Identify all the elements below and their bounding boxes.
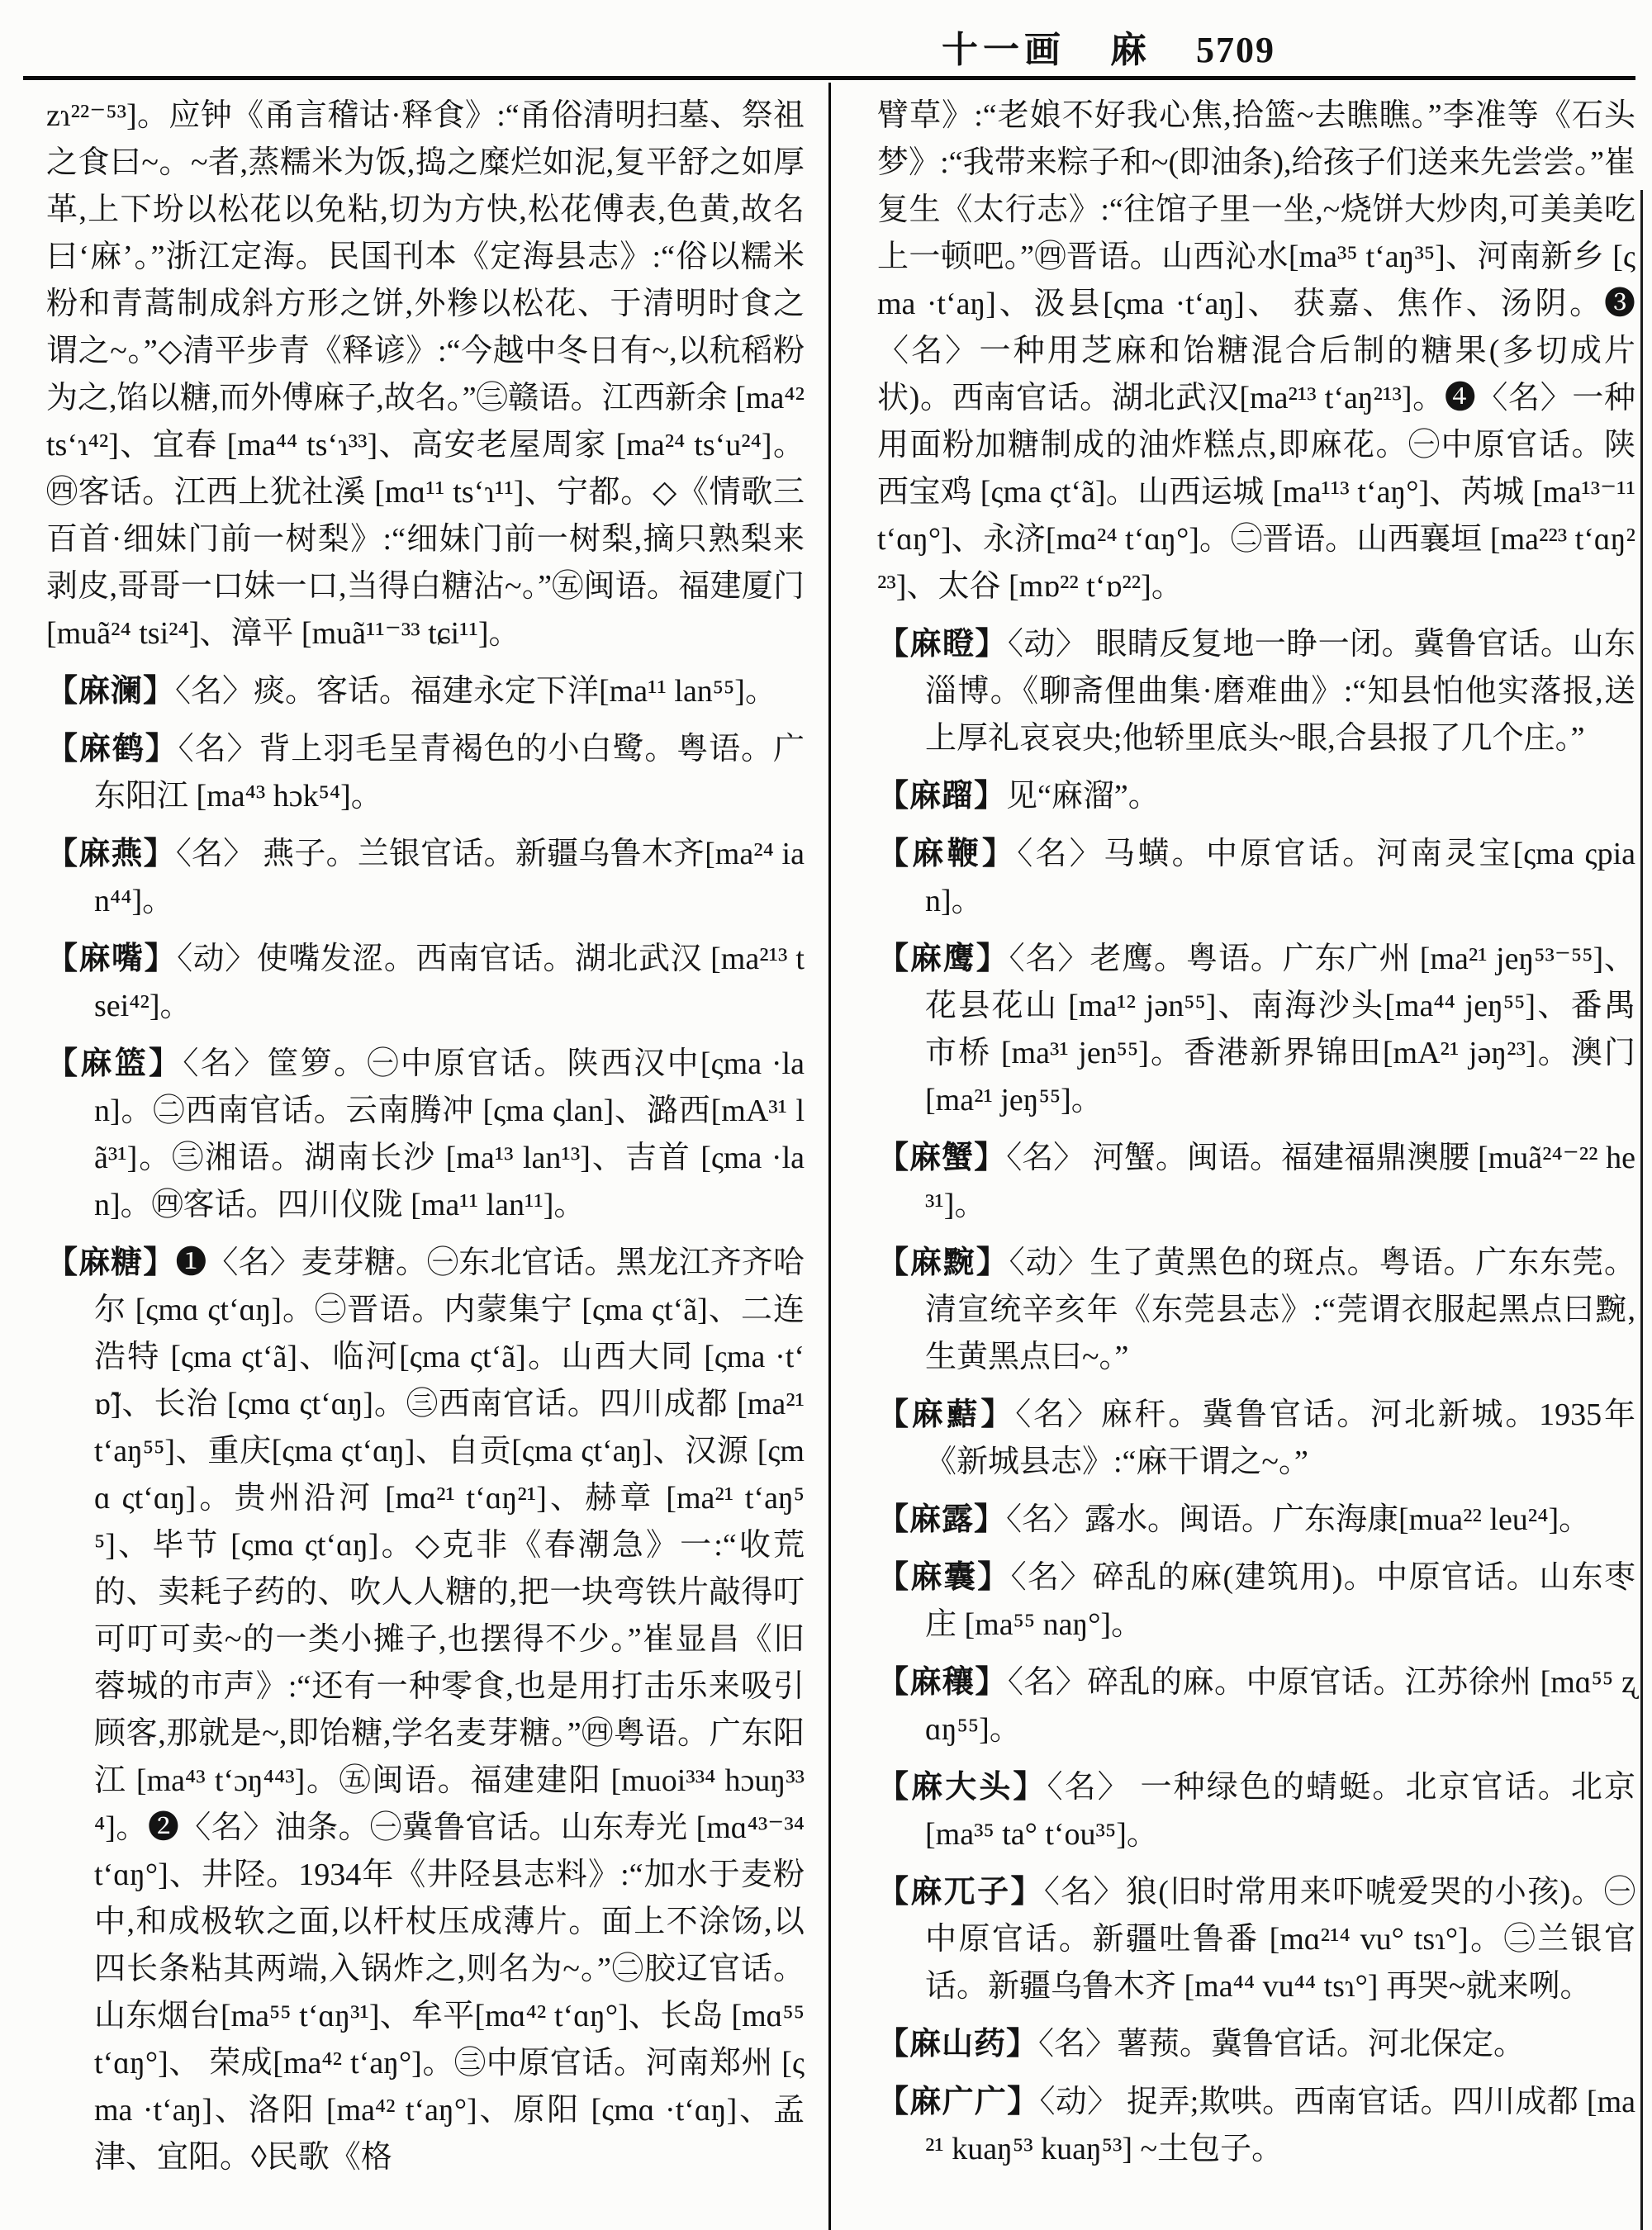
entry-headword: 【麻蹓】 [877, 779, 1007, 814]
header-rule [23, 76, 1635, 80]
dict-entry [46, 1041, 805, 1229]
radical-label: 麻 [1110, 30, 1151, 70]
continuation-paragraph: zɿ²²⁻⁵³]。应钟《甬言稽诂·释食》:“甬俗清明扫墓、祭祖之食曰~。~者,蒸糯米为饭,捣之糜烂如泥,复平舒之如厚革,上下坋以松花以免粘,切为方快,松花傅表,色黄,故名曰‘麻’。”浙江定海。民国刊本《定海县志》:“俗以糯米粉和青蒿制成斜方形之饼,外糁以松花、于清明时食之谓之~。”◇清平步青《释谚》:“今越中冬日有~,以秔稻粉为之,馅以糖,而外傅麻子,故名。”㊂赣语。江西新余 [ma⁴² tsʻɿ⁴²]、宜春 [ma⁴⁴ tsʻɿ³³]、高安老屋周家 [ma²⁴ tsʻu²⁴]。㊃客话。江西上犹社溪 [mɑ¹¹ tsʻɿ¹¹]、宁都。◇《情歌三百首·细妹门前一树梨》:“细妹门前一树梨,摘只熟梨来剥皮,哥哥一口妹一口,当得白糖沾~。”㊄闽语。福建厦门[muã²⁴ tsi²⁴]、漳平 [muã¹¹⁻³³ tɕi¹¹]。 [46, 98, 805, 651]
entry-body: 〈名〉碎乱的麻(建筑用)。中原官话。山东枣庄 [ma⁵⁵ naŋ°]。 [925, 1560, 1635, 1642]
entry-body: 见“麻溜”。 [1006, 779, 1160, 814]
page-edge-rule [1640, 190, 1643, 2230]
entry-headword: 【麻黦】 [877, 1245, 1009, 1280]
entry-headword: 【麻䕸】 [877, 1397, 1016, 1432]
entry-headword: 【麻露】 [877, 1502, 1007, 1537]
entry-body: 〈动〉 眼睛反复地一睁一闭。冀鲁官话。山东淄博。《聊斋俚曲集·磨难曲》:“知县怕他实落报,送上厚礼哀哀央;他轿里底头~眼,合县报了几个庄。” [925, 627, 1635, 756]
entry-headword: 【麻蟹】 [877, 1141, 1007, 1175]
entry-headword: 【麻大头】 [877, 1770, 1047, 1805]
dict-entry [877, 1392, 1635, 1486]
dict-entry [877, 936, 1635, 1124]
left-column [46, 93, 805, 2181]
dict-entry [877, 1869, 1635, 2010]
entry-body: 〈名〉薯蓣。冀鲁官话。河北保定。 [1038, 2027, 1526, 2062]
right-column [877, 93, 1635, 2173]
entry-headword: 【麻穰】 [877, 1665, 1008, 1700]
dict-entry [877, 1554, 1635, 1649]
entry-body: 〈名〉 燕子。兰银官话。新疆乌鲁木齐[ma²⁴ ian⁴⁴]。 [94, 837, 805, 918]
entry-headword: 【麻瞪】 [877, 627, 1008, 662]
entry-headword: 【麻鹤】 [46, 732, 178, 766]
column-divider [828, 83, 831, 2230]
entry-body: 〈名〉露水。闽语。广东海康[mua²² leu²⁴]。 [1006, 1502, 1591, 1537]
page-number: 5709 [1196, 30, 1275, 70]
dict-entry [46, 726, 805, 820]
continuation-paragraph: 臂草》:“老娘不好我心焦,拾篮~去瞧瞧。”李准等《石头梦》:“我带来粽子和~(即油条),给孩子们送来先尝尝。”崔复生《太行志》:“往馆子里一坐,~烧饼大炒肉,可美美吃上一顿吧。”㊃晋语。山西沁水[ma³⁵ tʻaŋ³⁵]、河南新乡 [ςma ·tʻaŋ]、汲县[ςma ·tʻaŋ]、 获嘉、焦作、汤阴。❸〈名〉一种用芝麻和饴糖混合后制的糖果(多切成片状)。西南官话。湖北武汉[ma²¹³ tʻaŋ²¹³]。❹〈名〉一种用面粉加糖制成的油炸糕点,即麻花。㊀中原官话。陕西宝鸡 [ςma ςtʻã]。山西运城 [ma¹¹³ tʻaŋ°]、芮城 [ma¹³⁻¹¹ tʻɑŋ°]、永济[mɑ²⁴ tʻɑŋ°]。㊁晋语。山西襄垣 [ma²²³ tʻɑŋ²²³]、太谷 [mɒ²² tʻɒ²²]。 [877, 98, 1635, 604]
page-header [942, 20, 1635, 73]
entry-body: 〈名〉狼(旧时常用来吓唬爱哭的小孩)。㊀中原官话。新疆吐鲁番 [mɑ²¹⁴ vu° tsɿ°]。㊁兰银官话。新疆乌鲁木齐 [ma⁴⁴ vu⁴⁴ tsɿ°] 再哭~就来咧。 [925, 1875, 1635, 2004]
dict-entry [46, 668, 805, 715]
entry-body: ❶〈名〉麦芽糖。㊀东北官话。黑龙江齐齐哈尔 [ςmɑ ςtʻɑŋ]。㊁晋语。内蒙集宁 [ςma ςtʻã]、二连浩特 [ςma ςtʻã]、临河[ςma ςtʻã]。山西大同 [ςma ·tʻɒ̃]、长治 [ςmɑ ςtʻɑŋ]。㊂西南官话。四川成都 [ma²¹ tʻaŋ⁵⁵]、重庆[ςma ςtʻɑŋ]、自贡[ςma ςtʻaŋ]、汉源 [ςmɑ ςtʻɑŋ]。贵州沿河 [mɑ²¹ tʻɑŋ²¹]、赫章 [ma²¹ tʻaŋ⁵⁵]、毕节 [ςmɑ ςtʻɑŋ]。◇克非《春潮急》一:“收荒的、卖耗子药的、吹人人糖的,把一块弯铁片敲得叮可叮可卖~的一类小摊子,也摆得不少。”崔显昌《旧蓉城的市声》:“还有一种零食,也是用打击乐来吸引顾客,那就是~,即饴糖,学名麦芽糖。”㊃粤语。广东阳江 [ma⁴³ tʻɔŋ⁴⁴³]。㊄闽语。福建建阳 [muoi³³⁴ hɔuŋ³³⁴]。❷〈名〉油条。㊀冀鲁官话。山东寿光 [mɑ⁴³⁻³⁴ tʻɑŋ°]、井陉。1934年《井陉县志料》:“加水于麦粉中,和成极软之面,以杆杖压成薄片。面上不涂饧,以四长条粘其两端,入锅炸之,则名为~。”㊁胶辽官话。山东烟台[ma⁵⁵ tʻɑŋ³¹]、牟平[mɑ⁴² tʻɑŋ°]、长岛 [mɑ⁵⁵ tʻɑŋ°]、 荣成[ma⁴² tʻaŋ°]。㊂中原官话。河南郑州 [ςma ·tʻaŋ]、洛阳 [ma⁴² tʻaŋ°]、原阳 [ςmɑ ·tʻɑŋ]、孟津、宜阳。◊民歌《格 [94, 1245, 805, 2175]
entry-headword: 【麻囊】 [877, 1560, 1011, 1595]
entry-body: 〈名〉背上羽毛呈青褐色的小白鹭。粤语。广东阳江 [ma⁴³ hɔk⁵⁴]。 [94, 732, 805, 814]
dict-entry [877, 831, 1635, 925]
entry-headword: 【麻山药】 [877, 2027, 1039, 2062]
entry-body: 〈名〉碎乱的麻。中原官话。江苏徐州 [mɑ⁵⁵ ʐɑŋ⁵⁵]。 [925, 1665, 1635, 1747]
entry-body: 〈动〉 捉弄;欺哄。西南官话。四川成都 [ma²¹ kuaŋ⁵³ kuaŋ⁵³] ~土包子。 [925, 2085, 1635, 2166]
entry-body: 〈动〉生了黄黑色的斑点。粤语。广东东莞。清宣统辛亥年《东莞县志》:“莞谓衣服起黑点曰黦,生黄黑点曰~。” [925, 1245, 1635, 1374]
entry-headword: 【麻鞭】 [877, 837, 1018, 871]
entry-body: 〈名〉老鹰。粤语。广东广州 [ma²¹ jeŋ⁵³⁻⁵⁵]、花县花山 [ma¹² jən⁵⁵]、南海沙头[ma⁴⁴ jeŋ⁵⁵]、番禺市桥 [ma³¹ jen⁵⁵]。香港新界锦田[mA²¹ jəŋ²³]。澳门 [ma²¹ jeŋ⁵⁵]。 [925, 942, 1635, 1117]
dict-entry [46, 1240, 805, 2181]
dict-entry [46, 936, 805, 1030]
dict-entry [877, 2079, 1635, 2173]
entry-headword: 【麻广广】 [877, 2085, 1040, 2119]
stroke-section-label: 十一画 [942, 30, 1066, 70]
entry-headword: 【麻篮】 [46, 1046, 183, 1081]
entry-body: 〈名〉马蟥。中原官话。河南灵宝[ςma ςpian]。 [925, 837, 1635, 918]
entry-headword: 【麻糖】 [46, 1245, 176, 1280]
dict-entry [877, 1240, 1635, 1381]
entry-headword: 【麻澜】 [46, 674, 176, 709]
entry-body: 〈名〉筐箩。㊀中原官话。陕西汉中[ςma ·lan]。㊁西南官话。云南腾冲 [ςma ςlan]、潞西[mA³¹ lã³¹]。㊂湘语。湖南长沙 [ma¹³ lan¹³]、吉首 [ςma ·lan]。㊃客话。四川仪陇 [ma¹¹ lan¹¹]。 [94, 1046, 805, 1222]
entry-body: 〈名〉麻秆。冀鲁官话。河北新城。1935年《新城县志》:“麻干谓之~。” [925, 1397, 1635, 1479]
dict-entry [877, 1764, 1635, 1858]
entry-body: 〈名〉 河蟹。闽语。福建福鼎澳腰 [muã²⁴⁻²² he³¹]。 [925, 1141, 1635, 1222]
entry-body: 〈动〉使嘴发涩。西南官话。湖北武汉 [ma²¹³ tsei⁴²]。 [94, 942, 805, 1023]
entry-headword: 【麻燕】 [46, 837, 176, 871]
dict-entry [877, 773, 1635, 820]
entry-body: 〈名〉痰。客话。福建永定下洋[ma¹¹ lan⁵⁵]。 [175, 674, 776, 709]
dict-entry [877, 1659, 1635, 1753]
dict-entry [46, 831, 805, 925]
entry-headword: 【麻鹰】 [877, 942, 1009, 976]
entry-headword: 【麻嘴】 [46, 942, 178, 976]
dict-entry [877, 1135, 1635, 1229]
entry-headword: 【麻兀子】 [877, 1875, 1044, 1910]
dict-entry [877, 621, 1635, 762]
dict-entry [877, 1497, 1635, 1544]
entry-body: 〈名〉 一种绿色的蜻蜓。北京官话。北京 [ma³⁵ ta° tʻou³⁵]。 [925, 1770, 1635, 1852]
dict-entry [877, 2021, 1635, 2068]
